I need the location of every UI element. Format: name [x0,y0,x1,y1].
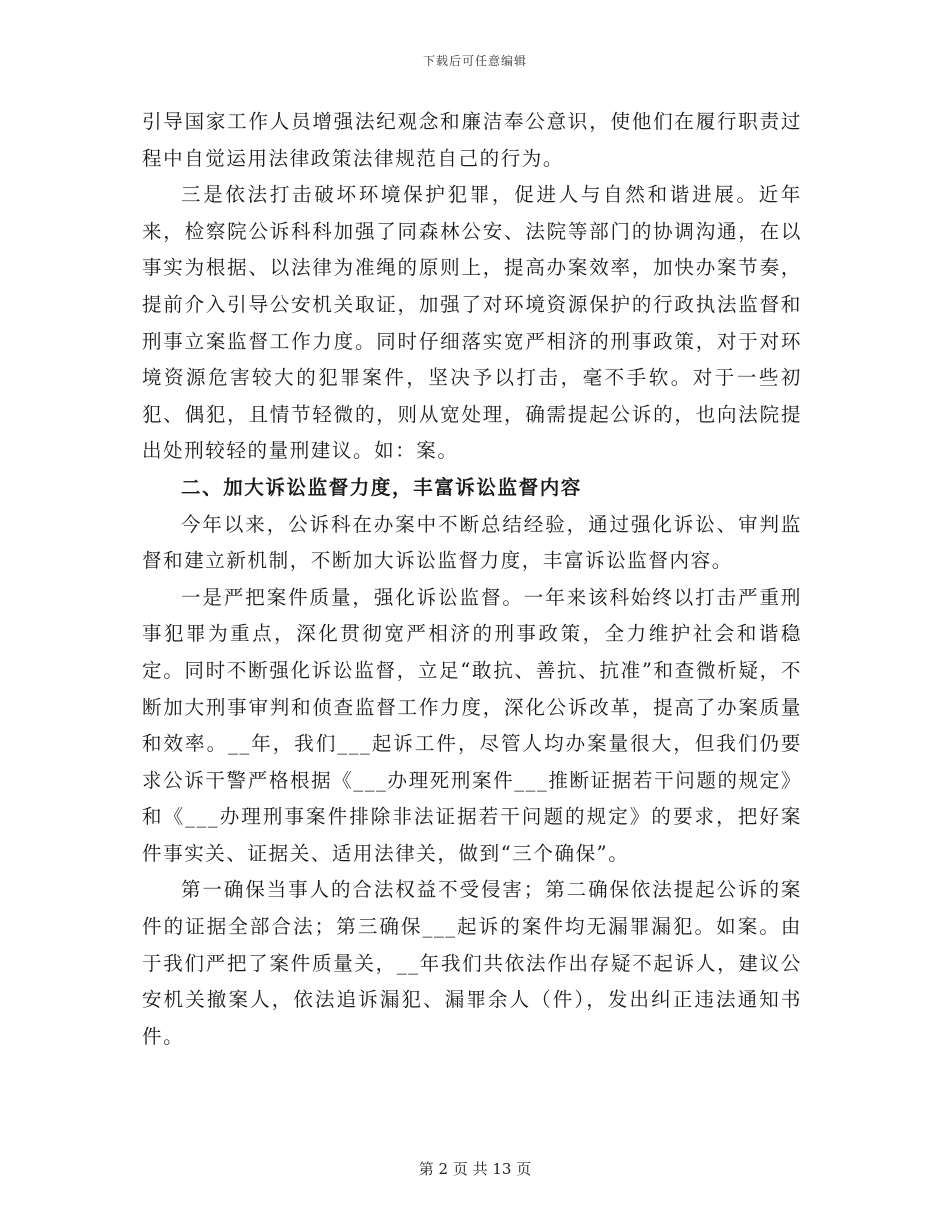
document-body [142,104,802,1055]
paragraph-environment-crime: 三是依法打击破坏环境保护犯罪，促进人与自然和谐进展。近年来，检察院公诉科科加强了同森林公安、法院等部门的协调沟通，在以事实为根据、以法律为准绳的原则上，提高办案效率，加快办案节奏，提前介入引导公安机关取证，加强了对环境资源保护的行政执法监督和刑事立案监督工作力度。同时仔细落实宽严相济的刑事政策，对于对环境资源危害较大的犯罪案件，坚决予以打击，毫不手软。对于一些初犯、偶犯，且情节轻微的，则从宽处理，确需提起公诉的，也向法院提出处刑较轻的量刑建议。如：案。 [142,183,802,463]
paragraph-intro: 今年以来，公诉科在办案中不断总结经验，通过强化诉讼、审判监督和建立新机制，不断加大诉讼监督力度，丰富诉讼监督内容。 [142,512,802,573]
paragraph-continuation: 引导国家工作人员增强法纪观念和廉洁奉公意识，使他们在履行职责过程中自觉运用法律政策法律规范自己的行为。 [142,110,802,170]
page-header-note: 下载后可任意编辑 [422,54,527,68]
paragraph-three-guarantees: 第一确保当事人的合法权益不受侵害；第二确保依法提起公诉的案件的证据全部合法；第三确保___起诉的案件均无漏罪漏犯。如案。由于我们严把了案件质量关，__年我们共依法作出存疑不起诉人，建议公安机关撤案人，依法追诉漏犯、漏罪余人（件），发出纠正违法通知书件。 [142,878,802,1048]
section-heading: 二、加大诉讼监督力度，丰富诉讼监督内容 [181,475,582,499]
page-number-footer: 第 2 页 共 13 页 [418,1160,532,1178]
paragraph-case-quality: 一是严把案件质量，强化诉讼监督。一年来该科始终以打击严重刑事犯罪为重点，深化贯彻宽严相济的刑事政策，全力维护社会和谐稳定。同时不断强化诉讼监督，立足“敢抗、善抗、抗准”和查微析疑，不断加大刑事审判和侦查监督工作力度，深化公诉改革，提高了办案质量和效率。__年，我们___起诉工件，尽管人均办案量很大，但我们仍要求公诉干警严格根据《___办理死刑案件___推断证据若干问题的规定》和《___办理刑事案件排除非法证据若干问题的规定》的要求，把好案件事实关、证据关、适用法律关，做到“三个确保”。 [142,585,802,865]
